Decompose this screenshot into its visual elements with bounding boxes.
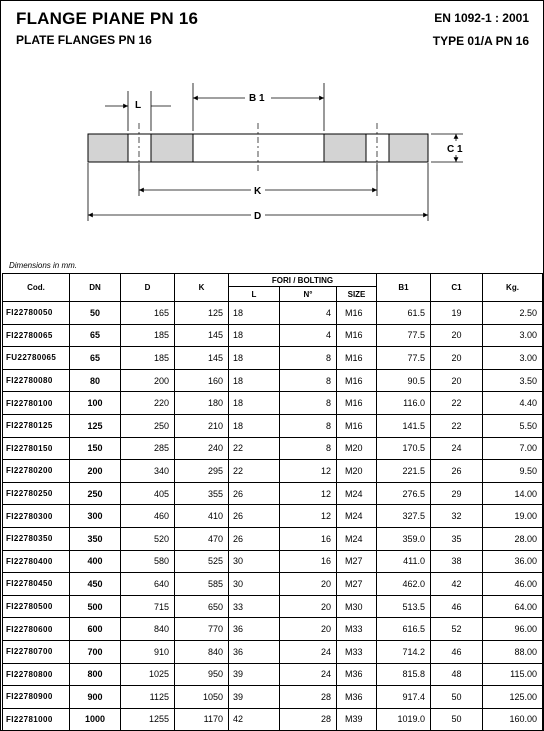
row-l: 18 [229,324,280,347]
table-body [3,302,543,731]
row-k: 840 [175,640,229,663]
col-header-l: L [229,287,280,302]
row-dn: 65 [70,347,121,370]
row-b1: 411.0 [377,550,431,573]
table-row [3,437,543,460]
table-row [3,573,543,596]
table-row [3,369,543,392]
row-dn: 200 [70,460,121,483]
row-l: 26 [229,527,280,550]
row-size: M24 [337,527,377,550]
table-row [3,527,543,550]
row-k: 145 [175,347,229,370]
row-dn: 250 [70,482,121,505]
row-c1: 19 [431,302,483,325]
col-header-kg: Kg. [483,274,543,302]
row-dn: 1000 [70,708,121,731]
row-c1: 20 [431,324,483,347]
row-b1: 513.5 [377,595,431,618]
type-label: TYPE 01/A PN 16 [432,34,529,48]
row-b1: 276.5 [377,482,431,505]
row-code: FI22780150 [3,437,70,460]
row-b1: 462.0 [377,573,431,596]
row-d: 840 [121,618,175,641]
row-l: 18 [229,302,280,325]
row-l: 42 [229,708,280,731]
flange-table-wrap [2,273,543,731]
row-n: 8 [280,369,337,392]
row-b1: 170.5 [377,437,431,460]
row-d: 520 [121,527,175,550]
row-kg: 64.00 [483,595,543,618]
table-row [3,640,543,663]
row-n: 20 [280,573,337,596]
row-n: 4 [280,302,337,325]
row-l: 18 [229,392,280,415]
row-c1: 50 [431,686,483,709]
row-k: 950 [175,663,229,686]
row-dn: 100 [70,392,121,415]
row-kg: 96.00 [483,618,543,641]
row-size: M16 [337,369,377,392]
row-l: 22 [229,460,280,483]
row-b1: 221.5 [377,460,431,483]
row-size: M30 [337,595,377,618]
table-row [3,302,543,325]
row-d: 910 [121,640,175,663]
row-l: 39 [229,663,280,686]
col-header-c1: C1 [431,274,483,302]
row-d: 220 [121,392,175,415]
row-k: 160 [175,369,229,392]
row-kg: 9.50 [483,460,543,483]
dimensions-note: Dimensions in mm. [9,261,78,270]
label-B1: B 1 [249,93,265,104]
row-size: M20 [337,437,377,460]
row-b1: 90.5 [377,369,431,392]
row-c1: 20 [431,347,483,370]
row-dn: 300 [70,505,121,528]
row-kg: 5.50 [483,414,543,437]
col-header-n: N° [280,287,337,302]
page-subtitle: PLATE FLANGES PN 16 [16,33,152,47]
row-l: 39 [229,686,280,709]
row-kg: 28.00 [483,527,543,550]
row-dn: 65 [70,324,121,347]
label-D: D [254,211,262,222]
row-l: 36 [229,640,280,663]
row-d: 200 [121,369,175,392]
row-k: 240 [175,437,229,460]
row-kg: 3.00 [483,347,543,370]
row-dn: 800 [70,663,121,686]
row-k: 470 [175,527,229,550]
row-size: M24 [337,505,377,528]
table-row [3,708,543,731]
row-c1: 22 [431,414,483,437]
row-b1: 1019.0 [377,708,431,731]
page-title: FLANGE PIANE PN 16 [16,9,199,28]
row-k: 295 [175,460,229,483]
row-b1: 714.2 [377,640,431,663]
row-dn: 500 [70,595,121,618]
row-code: FI22780125 [3,414,70,437]
row-c1: 20 [431,369,483,392]
row-size: M27 [337,550,377,573]
row-d: 1255 [121,708,175,731]
row-c1: 26 [431,460,483,483]
table-row [3,686,543,709]
row-code: FI22780450 [3,573,70,596]
table-row [3,618,543,641]
flange-table [2,273,543,731]
table-row [3,324,543,347]
row-code: FI22780500 [3,595,70,618]
standard-label: EN 1092-1 : 2001 [434,11,529,25]
row-n: 24 [280,640,337,663]
row-kg: 46.00 [483,573,543,596]
row-l: 33 [229,595,280,618]
row-d: 405 [121,482,175,505]
row-code: FI22780250 [3,482,70,505]
row-n: 12 [280,482,337,505]
row-b1: 77.5 [377,347,431,370]
row-n: 8 [280,392,337,415]
row-d: 165 [121,302,175,325]
row-n: 20 [280,595,337,618]
row-l: 22 [229,437,280,460]
label-K: K [254,186,262,197]
row-size: M16 [337,392,377,415]
row-k: 525 [175,550,229,573]
row-c1: 35 [431,527,483,550]
table-row [3,460,543,483]
row-dn: 80 [70,369,121,392]
row-kg: 3.00 [483,324,543,347]
table-row [3,595,543,618]
row-b1: 917.4 [377,686,431,709]
row-n: 8 [280,414,337,437]
row-code: FI22780080 [3,369,70,392]
row-d: 715 [121,595,175,618]
row-code: FI22780300 [3,505,70,528]
row-n: 24 [280,663,337,686]
col-header-k: K [175,274,229,302]
row-dn: 350 [70,527,121,550]
row-size: M27 [337,573,377,596]
row-size: M24 [337,482,377,505]
row-kg: 7.00 [483,437,543,460]
row-kg: 14.00 [483,482,543,505]
row-l: 18 [229,414,280,437]
col-header-d: D [121,274,175,302]
row-d: 1025 [121,663,175,686]
col-header-size: SIZE [337,287,377,302]
row-code: FI22780400 [3,550,70,573]
table-row [3,414,543,437]
row-c1: 22 [431,392,483,415]
row-c1: 24 [431,437,483,460]
row-dn: 50 [70,302,121,325]
row-k: 410 [175,505,229,528]
row-kg: 2.50 [483,302,543,325]
row-l: 36 [229,618,280,641]
row-code: FI22780100 [3,392,70,415]
row-code: FI22780800 [3,663,70,686]
row-code: FI22780900 [3,686,70,709]
row-size: M20 [337,460,377,483]
row-c1: 46 [431,595,483,618]
row-l: 26 [229,505,280,528]
row-l: 30 [229,550,280,573]
row-b1: 327.5 [377,505,431,528]
row-size: M16 [337,324,377,347]
row-c1: 29 [431,482,483,505]
row-c1: 48 [431,663,483,686]
row-d: 580 [121,550,175,573]
row-b1: 116.0 [377,392,431,415]
row-n: 28 [280,708,337,731]
row-dn: 900 [70,686,121,709]
row-n: 28 [280,686,337,709]
row-size: M16 [337,347,377,370]
row-l: 18 [229,369,280,392]
row-size: M33 [337,618,377,641]
row-c1: 52 [431,618,483,641]
row-k: 650 [175,595,229,618]
row-c1: 42 [431,573,483,596]
label-C1: C 1 [447,144,463,155]
row-kg: 3.50 [483,369,543,392]
row-kg: 36.00 [483,550,543,573]
row-k: 125 [175,302,229,325]
row-n: 8 [280,347,337,370]
row-b1: 815.8 [377,663,431,686]
row-c1: 50 [431,708,483,731]
row-k: 770 [175,618,229,641]
row-n: 20 [280,618,337,641]
row-kg: 19.00 [483,505,543,528]
flange-drawing [1,61,543,261]
row-kg: 115.00 [483,663,543,686]
row-b1: 359.0 [377,527,431,550]
col-header-cod: Cod. [3,274,70,302]
row-kg: 4.40 [483,392,543,415]
table-row [3,392,543,415]
row-dn: 700 [70,640,121,663]
row-d: 185 [121,324,175,347]
row-k: 1050 [175,686,229,709]
row-kg: 88.00 [483,640,543,663]
row-b1: 77.5 [377,324,431,347]
row-b1: 61.5 [377,302,431,325]
row-size: M36 [337,663,377,686]
row-dn: 125 [70,414,121,437]
row-dn: 400 [70,550,121,573]
table-row [3,482,543,505]
row-k: 180 [175,392,229,415]
row-n: 8 [280,437,337,460]
row-c1: 32 [431,505,483,528]
row-code: FI22781000 [3,708,70,731]
row-n: 4 [280,324,337,347]
row-l: 30 [229,573,280,596]
row-k: 210 [175,414,229,437]
table-row [3,663,543,686]
row-size: M36 [337,686,377,709]
row-kg: 160.00 [483,708,543,731]
col-header-bolting: FORI / BOLTING [229,274,377,287]
row-n: 12 [280,505,337,528]
table-row [3,550,543,573]
row-l: 26 [229,482,280,505]
row-d: 340 [121,460,175,483]
label-L: L [135,100,142,111]
row-d: 285 [121,437,175,460]
row-k: 1170 [175,708,229,731]
col-header-b1: B1 [377,274,431,302]
row-code: FU22780065 [3,347,70,370]
row-size: M39 [337,708,377,731]
row-dn: 450 [70,573,121,596]
row-b1: 616.5 [377,618,431,641]
row-dn: 600 [70,618,121,641]
row-code: FI22780050 [3,302,70,325]
row-code: FI22780065 [3,324,70,347]
row-b1: 141.5 [377,414,431,437]
row-k: 585 [175,573,229,596]
row-dn: 150 [70,437,121,460]
table-row [3,347,543,370]
row-size: M16 [337,302,377,325]
row-d: 460 [121,505,175,528]
col-header-dn: DN [70,274,121,302]
row-d: 250 [121,414,175,437]
row-n: 16 [280,527,337,550]
row-c1: 38 [431,550,483,573]
row-d: 1125 [121,686,175,709]
row-kg: 125.00 [483,686,543,709]
row-d: 185 [121,347,175,370]
row-l: 18 [229,347,280,370]
table-row [3,505,543,528]
row-code: FI22780350 [3,527,70,550]
row-code: FI22780700 [3,640,70,663]
row-size: M33 [337,640,377,663]
row-n: 12 [280,460,337,483]
row-d: 640 [121,573,175,596]
row-c1: 46 [431,640,483,663]
row-code: FI22780200 [3,460,70,483]
row-code: FI22780600 [3,618,70,641]
row-n: 16 [280,550,337,573]
row-k: 355 [175,482,229,505]
row-k: 145 [175,324,229,347]
row-size: M16 [337,414,377,437]
